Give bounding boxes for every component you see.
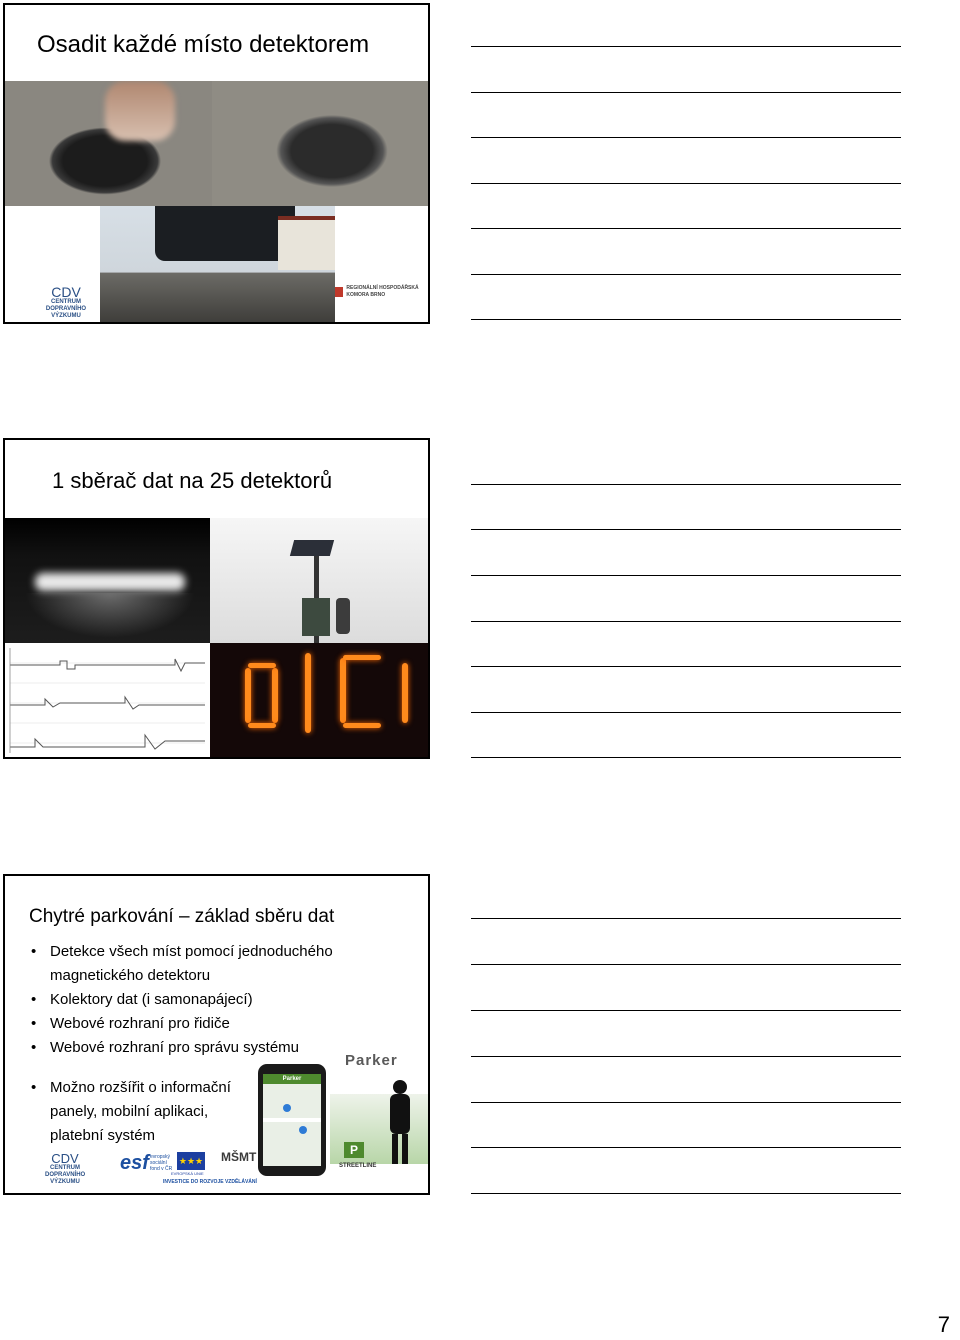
note-line: [471, 319, 901, 320]
signal-chart-image: [5, 643, 210, 759]
rhk-emblem-icon: [335, 287, 343, 297]
esf-line: fond v ČR: [150, 1166, 173, 1172]
led-segment: [305, 653, 311, 733]
parking-sign-icon: P: [344, 1142, 364, 1158]
slide-title: Chytré parkování – základ sběru dat: [29, 906, 335, 927]
slide-1: [3, 3, 430, 324]
map-pin-icon: [299, 1126, 307, 1134]
note-line: [471, 575, 901, 576]
cdv-line: CENTRUM: [50, 1165, 80, 1171]
note-line: [471, 666, 901, 667]
bullet-item: • Kolektory dat (i samonapájecí): [31, 988, 341, 1012]
note-line: [471, 1193, 901, 1194]
esf-line: evropský: [150, 1154, 171, 1160]
led-segment: [343, 655, 381, 660]
bullet-item: • Možno rozšířit o informační panely, mobilní aplikaci, platební systém: [31, 1076, 250, 1148]
note-line: [471, 46, 901, 47]
light-strip: [35, 573, 185, 591]
cdv-line: VÝZKUMU: [51, 313, 81, 319]
app-bar: Parker: [263, 1074, 321, 1084]
phone: [258, 1064, 326, 1176]
note-line: [471, 1056, 901, 1057]
parker-brand: Parker: [345, 1052, 398, 1069]
cdv-line: DOPRAVNÍHO: [45, 1172, 86, 1178]
streetline-label: STREETLINE: [339, 1163, 377, 1169]
slide-3: [3, 874, 430, 1195]
cdv-logo: [45, 285, 87, 320]
led-segment: [248, 663, 276, 668]
note-line: [471, 621, 901, 622]
cdv-logo: [45, 1152, 85, 1186]
note-line: [471, 712, 901, 713]
map-road: [263, 1118, 321, 1122]
note-line: [471, 964, 901, 965]
car-body: [155, 206, 295, 261]
cdv-line: VÝZKUMU: [50, 1179, 80, 1185]
eu-label: EVROPSKÁ UNIE: [171, 1171, 204, 1176]
led-segment: [272, 668, 278, 723]
cdv-mark-icon: CDV: [51, 1151, 79, 1166]
slide-title: Osadit každé místo detektorem: [37, 31, 370, 58]
cdv-mark-icon: CDV: [51, 284, 81, 300]
led-display-photo: [210, 643, 430, 759]
note-line: [471, 757, 901, 758]
msmt-logo: MŠMT: [221, 1150, 257, 1164]
note-line: [471, 484, 901, 485]
cdv-line: DOPRAVNÍHO: [45, 306, 87, 312]
note-line: [471, 228, 901, 229]
solar-panel-icon: [290, 540, 334, 556]
led-segment: [343, 723, 381, 728]
rhk-line: REGIONÁLNÍ HOSPODÁŘSKÁ: [346, 285, 419, 291]
phone-screen: [263, 1074, 321, 1166]
note-line: [471, 1010, 901, 1011]
esf-line: sociální: [150, 1160, 167, 1166]
note-line: [471, 92, 901, 93]
map-pin-icon: [283, 1104, 291, 1112]
car-photo: [100, 206, 335, 324]
parker-illustration: [248, 1054, 430, 1174]
ground-glow: [25, 593, 195, 638]
bullet-item: • Detekce všech míst pomocí jednoduchého magnetického detektoru: [31, 940, 350, 988]
person-figure-icon: [386, 1080, 412, 1164]
rhk-line: KOMORA BRNO: [346, 292, 386, 298]
asphalt-photo-right: [212, 81, 430, 206]
bullet-item: • Webové rozhraní pro řidiče: [31, 1012, 341, 1036]
note-line: [471, 1147, 901, 1148]
note-line: [471, 918, 901, 919]
note-line: [471, 137, 901, 138]
house: [278, 216, 335, 270]
esf-logo: [120, 1152, 178, 1178]
slide-title: 1 sběrač dat na 25 detektorů: [52, 468, 333, 493]
page-number: 7: [937, 1312, 950, 1337]
cdv-line: CENTRUM: [51, 299, 81, 305]
asphalt-photo-left: [5, 81, 212, 206]
note-line: [471, 183, 901, 184]
led-segment: [245, 668, 251, 723]
note-line: [471, 529, 901, 530]
led-segment: [248, 723, 276, 728]
esf-mark: esf: [120, 1152, 149, 1174]
note-line: [471, 1102, 901, 1103]
undercar-photo: [5, 518, 210, 643]
rhk-logo: [335, 285, 425, 299]
signal-plot-icon: [5, 643, 210, 759]
sensor-cylinder: [336, 598, 350, 634]
led-segment: [402, 663, 408, 723]
hand-blur: [105, 81, 175, 141]
collector-box: [302, 598, 330, 636]
bullet-item: • Webové rozhraní pro správu systému: [31, 1036, 341, 1060]
slide-2: [3, 438, 430, 759]
solar-collector-photo: [210, 518, 430, 643]
note-line: [471, 274, 901, 275]
eu-flag-icon: ★★★: [177, 1152, 205, 1170]
footer-text: INVESTICE DO ROZVOJE VZDĚLÁVÁNÍ: [163, 1179, 257, 1185]
led-segment: [340, 658, 346, 723]
